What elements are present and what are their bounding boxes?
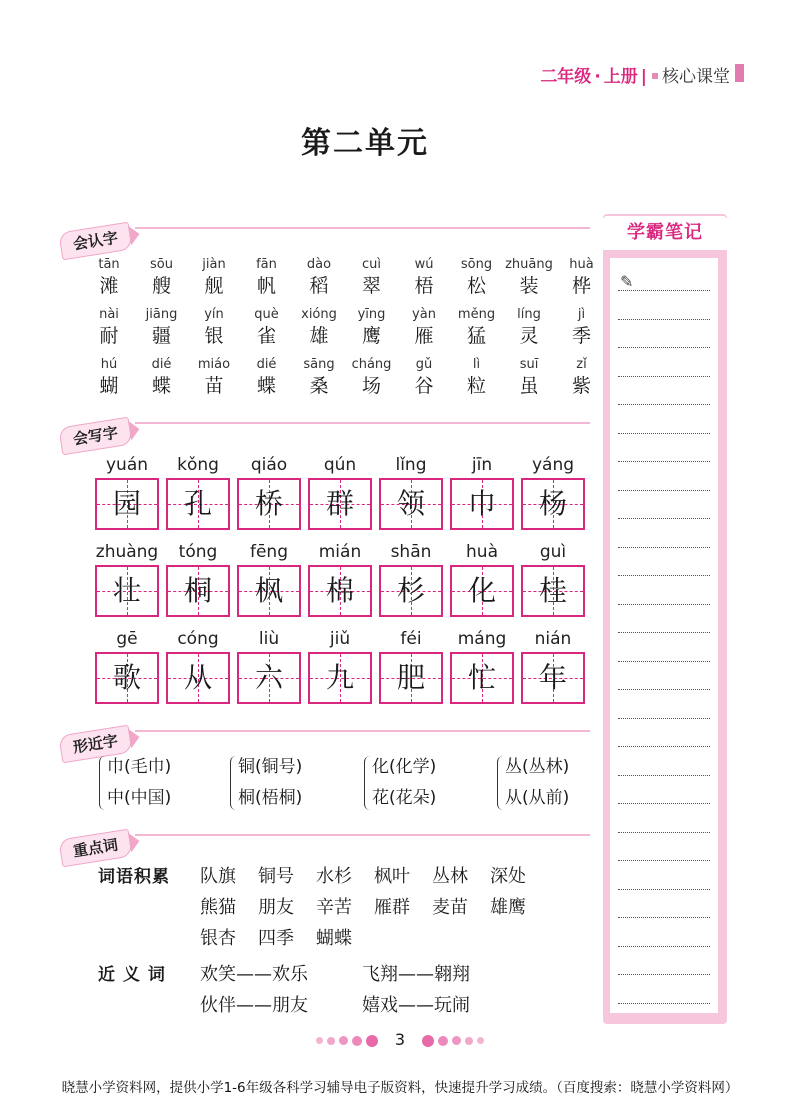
hanzi: 谷	[414, 375, 434, 397]
write-char	[376, 628, 446, 704]
pinyin: dào	[306, 257, 332, 272]
pinyin: qún	[323, 455, 357, 475]
grade-label: 二年级	[540, 67, 592, 87]
similar-word: 中(中国)	[107, 788, 172, 808]
vocab-word: 深处	[490, 866, 526, 887]
pinyin: jiāng	[145, 307, 178, 322]
note-line	[618, 290, 710, 291]
hanzi: 枫	[254, 574, 283, 607]
hanzi: 忙	[467, 661, 496, 694]
hanzi: 领	[396, 487, 425, 520]
hanzi: 场	[361, 375, 381, 397]
write-char	[518, 541, 588, 617]
hanzi: 桂	[538, 574, 567, 607]
note-line	[618, 803, 710, 804]
writing-grid	[450, 478, 514, 530]
write-char	[518, 628, 588, 704]
writing-grid	[379, 652, 443, 704]
hanzi: 雁	[414, 325, 434, 347]
note-line	[618, 661, 710, 662]
pinyin: cuì	[362, 257, 381, 272]
pinyin: máng	[457, 629, 507, 649]
hanzi: 翠	[361, 275, 381, 297]
note-line	[618, 889, 710, 890]
similar-word: 化(化学)	[372, 757, 437, 777]
write-char	[376, 541, 446, 617]
pinyin: shān	[390, 542, 432, 562]
pinyin: yáng	[531, 455, 575, 475]
pinyin: yīng	[357, 307, 386, 322]
similar-word: 丛(丛林)	[505, 757, 570, 777]
hanzi: 灵	[519, 325, 539, 347]
pinyin: guì	[539, 542, 567, 562]
read-char	[241, 256, 293, 298]
writing-grid	[237, 478, 301, 530]
note-line	[618, 404, 710, 405]
vocab-word: 雄鹰	[490, 897, 526, 918]
pinyin: huà	[466, 542, 498, 562]
pinyin: kǒng	[177, 455, 219, 475]
hanzi: 肥	[396, 661, 425, 694]
writing-grid	[379, 478, 443, 530]
vocab-word: 铜号	[258, 866, 294, 887]
read-char	[241, 306, 293, 348]
pinyin: sōng	[460, 257, 493, 272]
writing-grid	[521, 565, 585, 617]
pinyin: cháng	[351, 357, 392, 372]
hanzi: 杨	[538, 487, 567, 520]
pinyin: nài	[99, 307, 119, 322]
section-tag-read: 会认字	[58, 222, 133, 261]
pinyin: fān	[256, 257, 277, 272]
pinyin: yuán	[105, 455, 149, 475]
hanzi: 桦	[571, 275, 591, 297]
similar-word: 花(花朵)	[372, 788, 437, 808]
write-char	[163, 628, 233, 704]
hanzi: 银	[204, 325, 224, 347]
hanzi: 园	[112, 487, 141, 520]
section-tag-similar: 形近字	[58, 725, 133, 764]
vocab-word: 蝴蝶	[316, 928, 352, 949]
note-line	[618, 917, 710, 918]
vocab-row	[200, 893, 548, 919]
hanzi: 苗	[204, 375, 224, 397]
synonym-pair: 欢笑——欢乐	[200, 964, 308, 985]
read-char	[451, 356, 503, 398]
hanzi: 桥	[254, 487, 283, 520]
note-line	[618, 832, 710, 833]
hanzi: 九	[325, 661, 354, 694]
read-char	[293, 356, 345, 398]
vocab-word: 雁群	[374, 897, 410, 918]
vocab-word: 枫叶	[374, 866, 410, 887]
pencil-icon: ✎	[620, 272, 634, 291]
pinyin: sōu	[150, 257, 173, 272]
read-char	[503, 306, 555, 348]
write-char	[234, 541, 304, 617]
write-char	[376, 454, 446, 530]
hanzi: 歌	[112, 661, 141, 694]
read-char	[398, 356, 450, 398]
pinyin: dié	[256, 357, 277, 372]
page-header: 二年级 · 上册 | 核心课堂	[540, 67, 730, 87]
write-char	[518, 454, 588, 530]
vocab-row	[200, 924, 374, 950]
volume-label: 上册	[603, 67, 638, 87]
vocab-word: 四季	[258, 928, 294, 949]
pinyin: sāng	[303, 357, 335, 372]
hanzi: 桐	[183, 574, 212, 607]
read-char	[556, 306, 608, 348]
pinyin: yín	[204, 307, 224, 322]
page-number-bar	[0, 1030, 800, 1049]
writing-grid	[450, 565, 514, 617]
similar-word: 从(从前)	[505, 788, 570, 808]
notes-title: 学霸笔记	[603, 216, 727, 250]
similar-word: 巾(毛巾)	[107, 757, 172, 777]
writing-grid	[237, 565, 301, 617]
pinyin: fēng	[249, 542, 288, 562]
note-line	[618, 575, 710, 576]
read-char	[83, 356, 135, 398]
note-line	[618, 376, 710, 377]
page-number: 3	[394, 1030, 406, 1049]
header-bar-decoration	[735, 64, 744, 82]
writing-grid	[521, 478, 585, 530]
vocab-word: 队旗	[200, 866, 236, 887]
note-line	[618, 347, 710, 348]
hanzi: 装	[519, 275, 539, 297]
hanzi: 艘	[151, 275, 171, 297]
pinyin: měng	[457, 307, 496, 322]
write-char	[447, 628, 517, 704]
pinyin: tóng	[178, 542, 218, 562]
hanzi: 从	[183, 661, 212, 694]
hanzi: 桑	[309, 375, 329, 397]
pinyin: suī	[519, 357, 539, 372]
hanzi: 滩	[99, 275, 119, 297]
footer-text: 晓慧小学资料网，提供小学1-6年级各科学习辅导电子版资料，快速提升学习成绩。（百度搜索：晓慧小学资料网）	[61, 1080, 739, 1096]
hanzi: 梧	[414, 275, 434, 297]
writing-grid	[308, 652, 372, 704]
write-char	[163, 454, 233, 530]
synonym-pair: 嬉戏——玩闹	[362, 995, 470, 1016]
write-char	[234, 628, 304, 704]
brace-icon	[99, 756, 106, 810]
hanzi: 年	[538, 661, 567, 694]
section-tag-key: 重点词	[58, 829, 133, 868]
read-char	[293, 256, 345, 298]
hanzi: 稻	[309, 275, 329, 297]
hanzi: 季	[571, 325, 591, 347]
vocab-word: 麦苗	[432, 897, 468, 918]
vocab-label: 词语积累	[98, 867, 170, 887]
note-line	[618, 604, 710, 605]
pinyin: jīn	[471, 455, 493, 475]
hanzi: 舰	[204, 275, 224, 297]
pinyin: tān	[98, 257, 120, 272]
hanzi: 耐	[99, 325, 119, 347]
read-char	[503, 356, 555, 398]
pinyin: liù	[258, 629, 280, 649]
vocab-word: 熊猫	[200, 897, 236, 918]
similar-pair	[372, 752, 436, 814]
hanzi: 粒	[466, 375, 486, 397]
pinyin: dié	[151, 357, 172, 372]
synonym-label: 近 义 词	[98, 965, 166, 985]
write-char	[447, 541, 517, 617]
section-divider	[135, 227, 590, 229]
vocab-word: 银杏	[200, 928, 236, 949]
vocab-word: 朋友	[258, 897, 294, 918]
writing-grid	[379, 565, 443, 617]
writing-grid	[308, 478, 372, 530]
vocab-word: 丛林	[432, 866, 468, 887]
writing-grid	[95, 565, 159, 617]
note-line	[618, 946, 710, 947]
writing-grid	[166, 565, 230, 617]
page-title: 第二单元	[301, 126, 429, 161]
note-line	[618, 860, 710, 861]
note-line	[618, 689, 710, 690]
note-line	[618, 490, 710, 491]
pinyin: nián	[534, 629, 572, 649]
pinyin: lǐng	[395, 455, 427, 475]
read-char	[556, 256, 608, 298]
write-char	[234, 454, 304, 530]
note-line	[618, 1003, 710, 1004]
note-line	[618, 775, 710, 776]
hanzi: 孔	[183, 487, 212, 520]
note-line	[618, 518, 710, 519]
hanzi: 蝶	[256, 375, 276, 397]
write-char	[92, 454, 162, 530]
note-line	[618, 461, 710, 462]
note-line	[618, 746, 710, 747]
hanzi: 群	[325, 487, 354, 520]
write-char	[305, 628, 375, 704]
pinyin: qiáo	[250, 455, 288, 475]
read-char	[451, 306, 503, 348]
hanzi: 紫	[571, 375, 591, 397]
read-char	[83, 306, 135, 348]
note-line	[618, 433, 710, 434]
pinyin: gǔ	[415, 357, 433, 372]
pinyin: xióng	[301, 307, 337, 322]
note-line	[618, 718, 710, 719]
hanzi: 雀	[256, 325, 276, 347]
note-line	[618, 974, 710, 975]
hanzi: 巾	[467, 487, 496, 520]
pinyin: zhuàng	[95, 542, 159, 562]
brace-icon	[497, 756, 504, 810]
note-line	[618, 632, 710, 633]
read-char	[188, 356, 240, 398]
read-char	[398, 306, 450, 348]
write-char	[447, 454, 517, 530]
write-char	[305, 541, 375, 617]
hanzi: 蝶	[151, 375, 171, 397]
similar-pair	[238, 752, 302, 814]
writing-grid	[166, 478, 230, 530]
section-divider	[135, 834, 590, 836]
hanzi: 棉	[325, 574, 354, 607]
note-line	[618, 547, 710, 548]
similar-pair	[505, 752, 569, 814]
pinyin: féi	[400, 629, 422, 649]
hanzi: 雄	[309, 325, 329, 347]
synonym-pair: 伙伴——朋友	[200, 995, 308, 1016]
writing-grid	[237, 652, 301, 704]
pinyin: zǐ	[576, 357, 587, 372]
hanzi: 壮	[112, 574, 141, 607]
hanzi: 化	[467, 574, 496, 607]
vocab-word: 水杉	[316, 866, 352, 887]
hanzi: 杉	[396, 574, 425, 607]
pinyin: jì	[577, 307, 586, 322]
similar-pair	[107, 752, 171, 814]
notes-writing-area[interactable]	[610, 258, 718, 1013]
pinyin: què	[254, 307, 279, 322]
brace-icon	[230, 756, 237, 810]
square-icon	[652, 73, 658, 79]
section-divider	[135, 730, 590, 732]
read-char	[241, 356, 293, 398]
hanzi: 鹰	[361, 325, 381, 347]
pinyin: mián	[318, 542, 362, 562]
writing-grid	[521, 652, 585, 704]
pinyin: lì	[472, 357, 481, 372]
read-char	[346, 256, 398, 298]
read-char	[136, 306, 188, 348]
read-char	[136, 356, 188, 398]
hanzi: 蝴	[99, 375, 119, 397]
pinyin: miáo	[197, 357, 231, 372]
pinyin: jiàn	[202, 257, 226, 272]
hanzi: 疆	[151, 325, 171, 347]
write-char	[305, 454, 375, 530]
hanzi: 松	[466, 275, 486, 297]
hanzi: 猛	[466, 325, 486, 347]
read-char	[398, 256, 450, 298]
hanzi: 六	[254, 661, 283, 694]
hanzi: 虽	[519, 375, 539, 397]
vocab-row	[200, 862, 548, 888]
section-divider	[135, 422, 590, 424]
vocab-word: 辛苦	[316, 897, 352, 918]
pinyin: hú	[100, 357, 118, 372]
read-char	[188, 306, 240, 348]
read-char	[451, 256, 503, 298]
pinyin: zhuāng	[505, 257, 553, 272]
writing-grid	[166, 652, 230, 704]
section-tag-write: 会写字	[58, 417, 133, 456]
read-char	[346, 356, 398, 398]
write-char	[92, 628, 162, 704]
pinyin: cóng	[177, 629, 219, 649]
note-line	[618, 319, 710, 320]
pinyin: wú	[414, 257, 434, 272]
read-char	[503, 256, 555, 298]
read-char	[556, 356, 608, 398]
section-label: 核心课堂	[662, 67, 730, 87]
read-char	[346, 306, 398, 348]
read-char	[136, 256, 188, 298]
similar-word: 铜(铜号)	[238, 757, 303, 777]
read-char	[83, 256, 135, 298]
writing-grid	[95, 478, 159, 530]
synonym-pair: 飞翔——翱翔	[362, 964, 470, 985]
writing-grid	[95, 652, 159, 704]
pinyin: jiǔ	[329, 629, 351, 649]
writing-grid	[308, 565, 372, 617]
pinyin: líng	[517, 307, 541, 322]
pinyin: yàn	[412, 307, 436, 322]
brace-icon	[364, 756, 371, 810]
hanzi: 帆	[256, 275, 276, 297]
pinyin: huà	[569, 257, 594, 272]
writing-grid	[450, 652, 514, 704]
read-char	[188, 256, 240, 298]
read-char	[293, 306, 345, 348]
write-char	[92, 541, 162, 617]
write-char	[163, 541, 233, 617]
pinyin: gē	[116, 629, 138, 649]
similar-word: 桐(梧桐)	[238, 788, 303, 808]
